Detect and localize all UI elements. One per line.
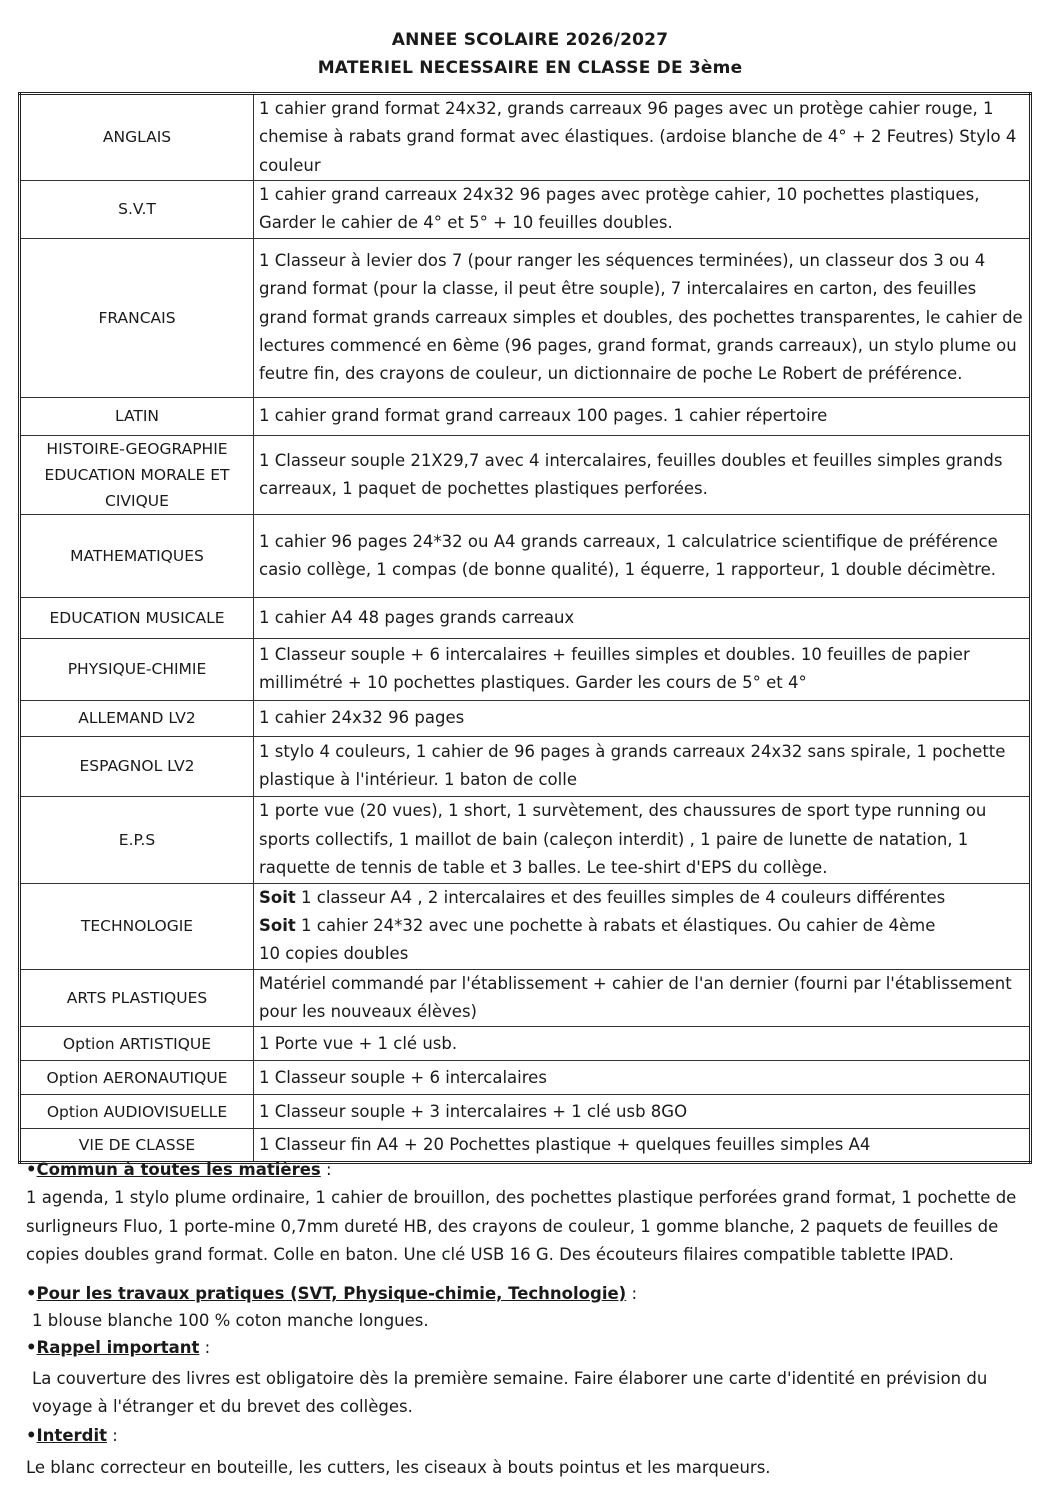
note-title [26,1280,1026,1308]
notes-section [26,1156,1026,1483]
table-row [20,1095,1031,1129]
subject-cell: ALLEMAND LV2 [20,700,254,736]
subject-cell: ANGLAIS [20,94,254,181]
note-colon: : [199,1337,211,1357]
note-colon: : [107,1425,118,1445]
note-forbidden [26,1422,1026,1483]
note-practical-work [26,1280,1026,1334]
table-row [20,736,1031,796]
subject-cell: MATHEMATIQUES [20,514,254,597]
note-body: La couverture des livres est obligatoire dès la première semaine. Faire élaborer une carte d'identité en prévision du voyage à l'étranger et du brevet des collèges. [32,1368,988,1417]
supplies-table [18,92,1032,1164]
items-cell: 1 Classeur souple + 6 intercalaires [254,1061,1031,1095]
option-text: 1 classeur A4 , 2 intercalaires et des feuilles simples de 4 couleurs différentes [295,887,946,907]
subject-cell: Option ARTISTIQUE [20,1027,254,1061]
items-cell: 1 Classeur fin A4 + 20 Pochettes plastique + quelques feuilles simples A4 [254,1129,1031,1163]
subject-cell: LATIN [20,397,254,435]
items-cell: 1 Classeur souple 21X29,7 avec 4 intercalaires, feuilles doubles et feuilles simples grands carreaux, 1 paquet de pochettes plastiques perforées. [254,435,1031,514]
items-cell: 1 cahier 24x32 96 pages [254,700,1031,736]
option-text: 10 copies doubles [259,944,409,964]
items-cell: 1 Classeur souple + 6 intercalaires + feuilles simples et doubles. 10 feuilles de papier millimétré + 10 pochettes plastiques. Garder les cours de 5° et 4° [254,638,1031,700]
subject-cell: ESPAGNOL LV2 [20,736,254,796]
subject-cell: VIE DE CLASSE [20,1129,254,1163]
bullet-icon: • [26,1160,37,1179]
table-row [20,180,1031,238]
note-colon: : [320,1160,332,1179]
option-line [259,912,1023,940]
note-heading: Rappel important [36,1337,200,1357]
bullet-icon: • [26,1283,37,1303]
table-row [20,238,1031,397]
items-cell: 1 cahier grand format 24x32, grands carreaux 96 pages avec un protège cahier rouge, 1 chemise à rabats grand format avec élastiques. (ardoise blanche de 4° + 2 Feutres) Stylo 4 couleur [254,94,1031,181]
note-common [26,1156,1026,1270]
option-line [259,884,1023,912]
table-row [20,435,1031,514]
note-heading: Interdit [36,1425,108,1445]
note-body: 1 blouse blanche 100 % coton manche longues. [32,1310,429,1330]
table-row [20,883,1031,969]
subject-cell: E.P.S [20,796,254,883]
subject-cell: Option AUDIOVISUELLE [20,1095,254,1129]
subject-cell: TECHNOLOGIE [20,883,254,969]
note-title [26,1422,1026,1450]
note-reminder [26,1334,1026,1422]
note-title [26,1334,1026,1362]
table-row [20,638,1031,700]
table-row [20,969,1031,1027]
table-row [20,700,1031,736]
class-materials-title: MATERIEL NECESSAIRE EN CLASSE DE 3ème [317,58,743,78]
subject-cell: Option AERONAUTIQUE [20,1061,254,1095]
table-row [20,514,1031,597]
subject-cell: HISTOIRE-GEOGRAPHIE EDUCATION MORALE ET CIVIQUE [20,435,254,514]
items-cell: 1 cahier grand carreaux 24x32 96 pages avec protège cahier, 10 pochettes plastiques, Garder le cahier de 4° et 5° + 10 feuilles doubles. [254,180,1031,238]
items-cell: Matériel commandé par l'établissement + cahier de l'an dernier (fourni par l'établissement pour les nouveaux élèves) [254,969,1031,1027]
bullet-icon: • [26,1337,37,1357]
items-cell [254,883,1031,969]
note-body: Le blanc correcteur en bouteille, les cutters, les ciseaux à bouts pointus et les marqueurs. [26,1457,771,1477]
note-body: 1 agenda, 1 stylo plume ordinaire, 1 cahier de brouillon, des pochettes plastique perforées grand format, 1 pochette de surligneurs Fluo, 1 porte-mine 0,7mm dureté HB, des crayons de couleur, 1 gomme blanche, 2 paquets de feuilles de copies doubles grand format. Colle en baton. Une clé USB 16 G. Des écouteurs filaires compatible tablette IPAD. [26,1188,1017,1265]
items-cell: 1 porte vue (20 vues), 1 short, 1 survètement, des chaussures de sport type running ou sports collectifs, 1 maillot de bain (caleçon interdit) , 1 paire de lunette de natation, 1 raquette de tennis de table et 3 balles. Le tee-shirt d'EPS du collège. [254,796,1031,883]
table-row [20,1027,1031,1061]
subject-cell: ARTS PLASTIQUES [20,969,254,1027]
items-cell: 1 stylo 4 couleurs, 1 cahier de 96 pages à grands carreaux 24x32 sans spirale, 1 pochette plastique à l'intérieur. 1 baton de colle [254,736,1031,796]
note-heading: Pour les travaux pratiques (SVT, Physique-chimie, Technologie) [36,1283,627,1303]
items-cell: 1 Porte vue + 1 clé usb. [254,1027,1031,1061]
note-colon: : [626,1283,638,1303]
note-heading: Commun à toutes les matières [36,1160,321,1179]
items-cell: 1 cahier A4 48 pages grands carreaux [254,597,1031,638]
subject-cell: S.V.T [20,180,254,238]
items-cell: 1 Classeur à levier dos 7 (pour ranger les séquences terminées), un classeur dos 3 ou 4 grand format (pour la classe, il peut être souple), 7 intercalaires en carton, des feuilles grand format grands carreaux simples et doubles, des pochettes transparentes, le cahier de lectures commencé en 6ème (96 pages, grand format, grands carreaux), un stylo plume ou feutre fin, des crayons de couleur, un dictionnaire de poche Le Robert de préférence. [254,238,1031,397]
bullet-icon: • [26,1425,37,1445]
option-keyword: Soit [259,916,296,936]
document-header [0,26,1060,82]
school-year-title: ANNEE SCOLAIRE 2026/2027 [391,30,669,50]
table-row [20,397,1031,435]
table-row [20,796,1031,883]
note-title [26,1156,1026,1184]
items-cell: 1 Classeur souple + 3 intercalaires + 1 clé usb 8GO [254,1095,1031,1129]
option-keyword: Soit [259,887,296,907]
subject-cell: PHYSIQUE-CHIMIE [20,638,254,700]
option-text: 1 cahier 24*32 avec une pochette à rabats et élastiques. Ou cahier de 4ème [295,916,936,936]
subject-cell: FRANCAIS [20,238,254,397]
subject-cell: EDUCATION MUSICALE [20,597,254,638]
table-row [20,94,1031,181]
table-row [20,597,1031,638]
items-cell: 1 cahier 96 pages 24*32 ou A4 grands carreaux, 1 calculatrice scientifique de préférence casio collège, 1 compas (de bonne qualité), 1 équerre, 1 rapporteur, 1 double décimètre. [254,514,1031,597]
items-cell: 1 cahier grand format grand carreaux 100 pages. 1 cahier répertoire [254,397,1031,435]
option-line [259,940,1023,968]
table-row [20,1061,1031,1095]
